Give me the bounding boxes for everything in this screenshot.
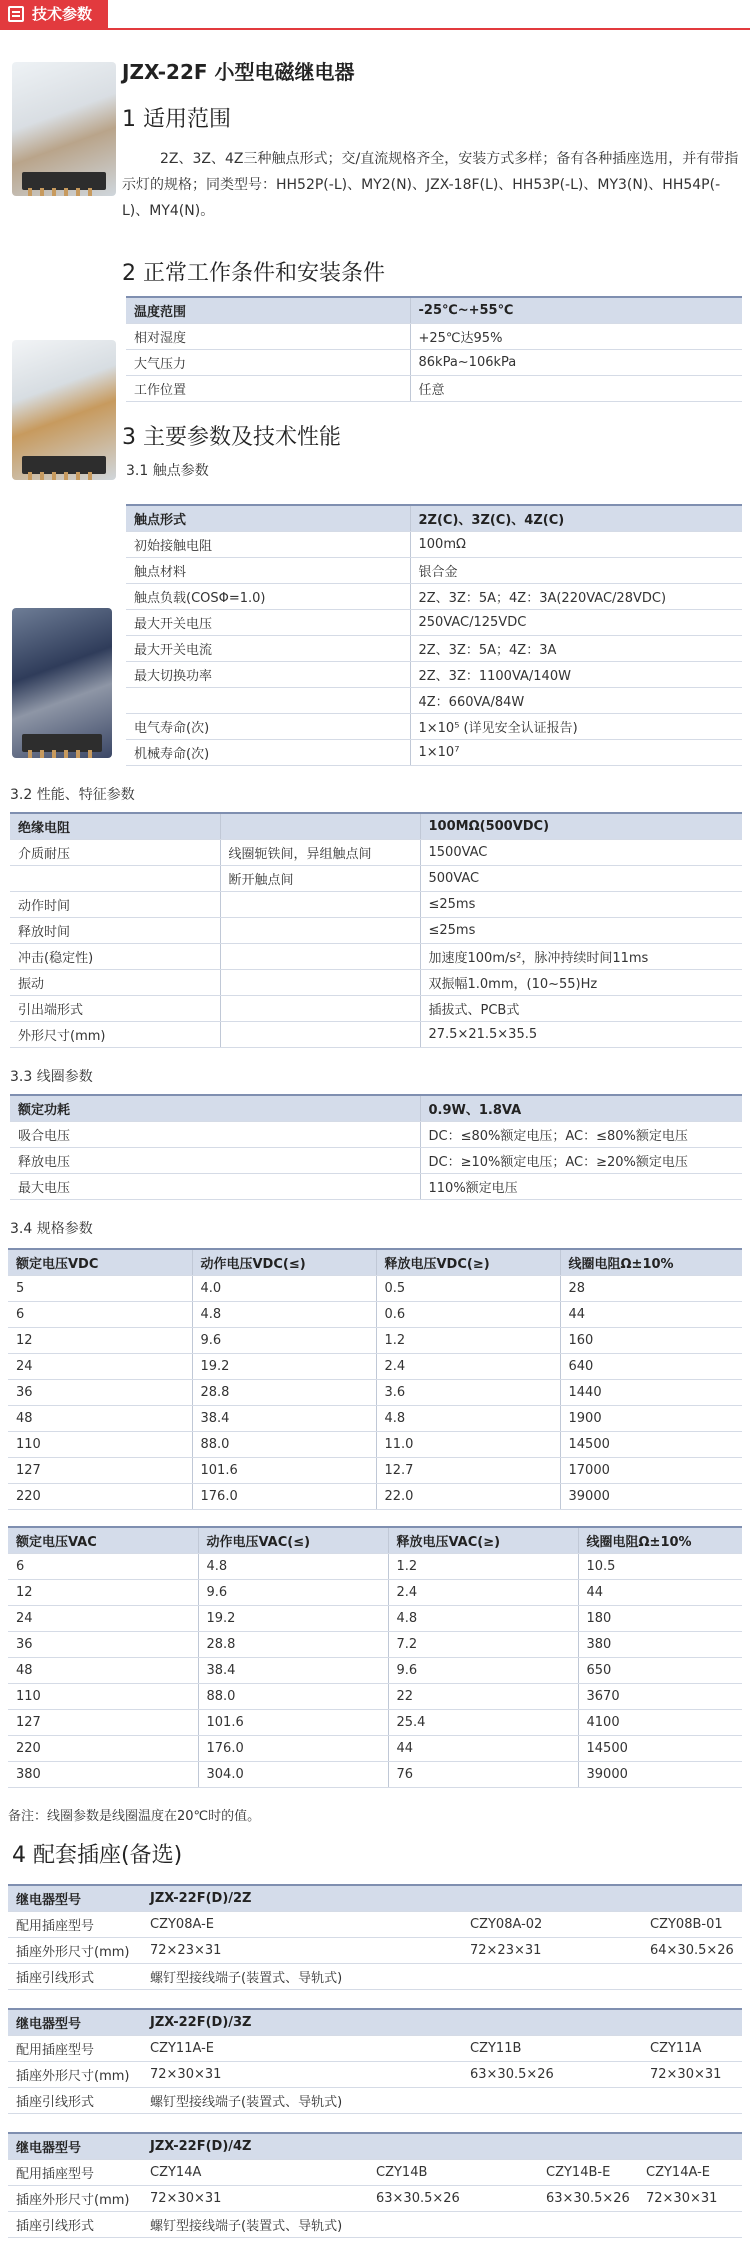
table-header-row	[126, 505, 742, 531]
table-row	[126, 531, 742, 557]
table-cell: 7.2	[388, 1631, 578, 1657]
performance-table	[10, 812, 742, 1048]
table-cell: 72×30×31	[142, 2185, 368, 2211]
table-cell: ≤25ms	[420, 917, 742, 943]
table-cell	[220, 969, 420, 995]
table-cell: 39000	[578, 1761, 742, 1787]
table-cell: 19.2	[192, 1353, 376, 1379]
table-row	[8, 1911, 742, 1937]
table-row	[126, 713, 742, 739]
relay-image-3z	[12, 340, 116, 480]
table-cell: 插座外形尺寸(mm)	[8, 1937, 142, 1963]
table-cell: 28	[560, 1275, 742, 1301]
table-cell	[638, 2211, 742, 2237]
table-row	[126, 609, 742, 635]
table-cell: 48	[8, 1405, 192, 1431]
table-cell: CZY08B-01	[642, 1911, 742, 1937]
table-cell: 外形尺寸(mm)	[10, 1021, 220, 1047]
table-cell: 380	[578, 1631, 742, 1657]
table-cell: 继电器型号	[8, 2133, 142, 2159]
table-cell: 3.6	[376, 1379, 560, 1405]
table-row	[8, 1431, 742, 1457]
table-cell: 触点材料	[126, 557, 410, 583]
table-row	[8, 2035, 742, 2061]
table-cell: 12	[8, 1579, 198, 1605]
table-header-row	[8, 1527, 742, 1553]
document-icon	[8, 6, 24, 22]
table-row	[10, 943, 742, 969]
table-cell: 配用插座型号	[8, 1911, 142, 1937]
table-cell: JZX-22F(D)/2Z	[142, 1885, 462, 1911]
table-cell: 24	[8, 1605, 198, 1631]
section-1-heading: 1 适用范围	[122, 107, 231, 132]
table-cell: 63×30.5×26	[368, 2185, 538, 2211]
table-row	[10, 865, 742, 891]
table-cell: 17000	[560, 1457, 742, 1483]
table-cell: 180	[578, 1605, 742, 1631]
table-cell: 100MΩ(500VDC)	[420, 813, 742, 839]
table-cell: 螺钉型接线端子(装置式、导轨式)	[142, 2211, 368, 2237]
table-cell	[368, 2133, 538, 2159]
table-row	[8, 1761, 742, 1787]
table-cell: 160	[560, 1327, 742, 1353]
table-cell: 2Z、3Z：1100VA/140W	[410, 661, 742, 687]
table-cell	[126, 687, 410, 713]
table-row	[8, 2087, 742, 2113]
table-row	[8, 1457, 742, 1483]
table-cell: 250VAC/125VDC	[410, 609, 742, 635]
table-row	[8, 1605, 742, 1631]
table-row	[126, 635, 742, 661]
table-row	[8, 1709, 742, 1735]
table-row	[8, 1937, 742, 1963]
table-row	[8, 1301, 742, 1327]
table-cell: 28.8	[192, 1379, 376, 1405]
table-cell: 额定电压VAC	[8, 1527, 198, 1553]
table-cell: 机械寿命(次)	[126, 739, 410, 765]
table-cell: 10.5	[578, 1553, 742, 1579]
table-cell: 最大开关电压	[126, 609, 410, 635]
table-cell: 任意	[410, 375, 742, 401]
table-cell: 2.4	[388, 1579, 578, 1605]
table-cell: 38.4	[192, 1405, 376, 1431]
section-2-heading: 2 正常工作条件和安装条件	[122, 261, 385, 286]
table-cell	[642, 1963, 742, 1989]
table-cell: CZY08A-E	[142, 1911, 462, 1937]
table-cell: CZY14A-E	[638, 2159, 742, 2185]
table-cell: 介质耐压	[10, 839, 220, 865]
table-row	[8, 1553, 742, 1579]
section-4-heading: 4 配套插座(备选)	[12, 1843, 183, 1868]
socket-3z-table	[8, 2008, 742, 2114]
table-cell: 0.9W、1.8VA	[420, 1095, 742, 1121]
table-cell: 36	[8, 1379, 192, 1405]
subsection-3-2: 3.2 性能、特征参数	[10, 787, 135, 803]
table-cell: 44	[578, 1579, 742, 1605]
table-cell: 2.4	[376, 1353, 560, 1379]
table-cell: 176.0	[192, 1483, 376, 1509]
table-row	[126, 557, 742, 583]
table-cell: 12.7	[376, 1457, 560, 1483]
table-cell	[220, 995, 420, 1021]
table-cell: 14500	[578, 1735, 742, 1761]
table-row	[8, 1963, 742, 1989]
table-cell: 86kPa~106kPa	[410, 349, 742, 375]
table-row	[10, 1147, 742, 1173]
table-row	[10, 891, 742, 917]
table-row	[126, 583, 742, 609]
table-cell: 1500VAC	[420, 839, 742, 865]
contact-params-table	[126, 504, 742, 766]
table-cell: 4.0	[192, 1275, 376, 1301]
table-cell: 4.8	[388, 1605, 578, 1631]
coil-note: 备注：线圈参数是线圈温度在20℃时的值。	[8, 1809, 261, 1824]
table-cell: DC：≤80%额定电压；AC：≤80%额定电压	[420, 1121, 742, 1147]
table-cell	[220, 917, 420, 943]
table-cell: CZY14A	[142, 2159, 368, 2185]
table-cell: 63×30.5×26	[462, 2061, 642, 2087]
table-cell: 螺钉型接线端子(装置式、导轨式)	[142, 2087, 462, 2113]
table-cell	[642, 2009, 742, 2035]
table-row	[8, 1353, 742, 1379]
table-cell: 相对湿度	[126, 323, 410, 349]
table-row	[126, 739, 742, 765]
table-cell: 释放时间	[10, 917, 220, 943]
table-cell: 88.0	[192, 1431, 376, 1457]
table-cell: CZY08A-02	[462, 1911, 642, 1937]
table-cell: 44	[560, 1301, 742, 1327]
table-header-row	[8, 1885, 742, 1911]
table-cell: 1.2	[388, 1553, 578, 1579]
table-row	[10, 1021, 742, 1047]
table-cell: 22.0	[376, 1483, 560, 1509]
table-cell: 1×10⁷	[410, 739, 742, 765]
table-cell: 220	[8, 1483, 192, 1509]
tech-params-tab[interactable]	[0, 0, 108, 28]
table-row	[10, 1173, 742, 1199]
table-cell: CZY11B	[462, 2035, 642, 2061]
table-cell: 28.8	[198, 1631, 388, 1657]
table-cell: 插座外形尺寸(mm)	[8, 2061, 142, 2087]
table-cell: 72×23×31	[462, 1937, 642, 1963]
table-row	[8, 1405, 742, 1431]
table-cell: 插座引线形式	[8, 2211, 142, 2237]
table-cell: 1900	[560, 1405, 742, 1431]
table-cell: CZY11A	[642, 2035, 742, 2061]
table-cell: 触点负载(COSΦ=1.0)	[126, 583, 410, 609]
table-cell: 动作电压VAC(≤)	[198, 1527, 388, 1553]
table-row	[8, 2159, 742, 2185]
table-cell: 12	[8, 1327, 192, 1353]
table-cell	[638, 2133, 742, 2159]
table-cell: 48	[8, 1657, 198, 1683]
table-cell: 9.6	[388, 1657, 578, 1683]
table-cell: 插座引线形式	[8, 2087, 142, 2113]
top-bar	[0, 0, 750, 30]
table-cell	[10, 865, 220, 891]
table-header-row	[10, 813, 742, 839]
table-cell: 0.5	[376, 1275, 560, 1301]
table-cell: 插座外形尺寸(mm)	[8, 2185, 142, 2211]
table-row	[126, 375, 742, 401]
table-cell: 110	[8, 1683, 198, 1709]
table-cell: 24	[8, 1353, 192, 1379]
table-cell: 304.0	[198, 1761, 388, 1787]
table-row	[8, 1275, 742, 1301]
table-cell	[538, 2133, 638, 2159]
table-cell: 650	[578, 1657, 742, 1683]
table-cell: 101.6	[192, 1457, 376, 1483]
table-header-row	[8, 2133, 742, 2159]
table-row	[10, 839, 742, 865]
table-cell	[220, 813, 420, 839]
table-cell: 38.4	[198, 1657, 388, 1683]
table-cell: 5	[8, 1275, 192, 1301]
table-cell: 引出端形式	[10, 995, 220, 1021]
table-cell: 76	[388, 1761, 578, 1787]
table-cell: 19.2	[198, 1605, 388, 1631]
table-cell: 127	[8, 1709, 198, 1735]
table-cell: 6	[8, 1301, 192, 1327]
table-row	[8, 1579, 742, 1605]
table-cell: ≤25ms	[420, 891, 742, 917]
table-cell: 4.8	[192, 1301, 376, 1327]
table-cell: 2Z(C)、3Z(C)、4Z(C)	[410, 505, 742, 531]
table-cell: CZY14B	[368, 2159, 538, 2185]
section-3-heading: 3 主要参数及技术性能	[122, 425, 341, 450]
table-cell: 额定功耗	[10, 1095, 420, 1121]
table-cell: 63×30.5×26	[538, 2185, 638, 2211]
table-cell: 44	[388, 1735, 578, 1761]
table-cell: 14500	[560, 1431, 742, 1457]
table-cell: 最大切换功率	[126, 661, 410, 687]
table-row	[126, 687, 742, 713]
table-row	[8, 1657, 742, 1683]
table-cell	[642, 2087, 742, 2113]
table-cell: 动作时间	[10, 891, 220, 917]
table-cell: 72×23×31	[142, 1937, 462, 1963]
table-cell: 继电器型号	[8, 1885, 142, 1911]
table-cell	[538, 2211, 638, 2237]
table-row	[10, 917, 742, 943]
table-cell: 1×10⁵ (详见安全认证报告)	[410, 713, 742, 739]
subsection-3-1: 3.1 触点参数	[126, 463, 209, 479]
table-row	[10, 1121, 742, 1147]
table-cell: 88.0	[198, 1683, 388, 1709]
table-cell: 插座引线形式	[8, 1963, 142, 1989]
table-cell: 100mΩ	[410, 531, 742, 557]
tab-label: 技术参数	[32, 5, 93, 23]
table-cell: 加速度100m/s²，脉冲持续时间11ms	[420, 943, 742, 969]
table-row	[8, 1631, 742, 1657]
table-header-row	[8, 2009, 742, 2035]
table-row	[8, 1327, 742, 1353]
table-cell: 断开触点间	[220, 865, 420, 891]
table-cell: 4.8	[198, 1553, 388, 1579]
subsection-3-4: 3.4 规格参数	[10, 1221, 93, 1237]
table-cell: 大气压力	[126, 349, 410, 375]
table-cell: 工作位置	[126, 375, 410, 401]
table-cell: 22	[388, 1683, 578, 1709]
table-cell: 176.0	[198, 1735, 388, 1761]
table-cell	[462, 2009, 642, 2035]
socket-2z-table	[8, 1884, 742, 1990]
table-cell: 继电器型号	[8, 2009, 142, 2035]
table-cell: 64×30.5×26	[642, 1937, 742, 1963]
table-cell: 绝缘电阻	[10, 813, 220, 839]
table-cell: 2Z、3Z：5A；4Z：3A	[410, 635, 742, 661]
table-row	[8, 1483, 742, 1509]
table-cell: 4100	[578, 1709, 742, 1735]
table-cell: 500VAC	[420, 865, 742, 891]
table-cell	[462, 2087, 642, 2113]
relay-image-4z	[12, 608, 112, 758]
table-cell: 39000	[560, 1483, 742, 1509]
table-cell: 11.0	[376, 1431, 560, 1457]
table-cell: 220	[8, 1735, 198, 1761]
table-cell: 振动	[10, 969, 220, 995]
table-cell: 4.8	[376, 1405, 560, 1431]
table-cell: 电气寿命(次)	[126, 713, 410, 739]
table-cell: 72×30×31	[642, 2061, 742, 2087]
table-cell	[220, 943, 420, 969]
table-row	[126, 323, 742, 349]
table-cell: 25.4	[388, 1709, 578, 1735]
table-cell: JZX-22F(D)/4Z	[142, 2133, 368, 2159]
table-cell	[368, 2211, 538, 2237]
table-cell: DC：≥10%额定电压；AC：≥20%额定电压	[420, 1147, 742, 1173]
table-cell: 27.5×21.5×35.5	[420, 1021, 742, 1047]
table-cell	[220, 891, 420, 917]
table-cell: 1440	[560, 1379, 742, 1405]
table-cell: 动作电压VDC(≤)	[192, 1249, 376, 1275]
ac-spec-table	[8, 1526, 742, 1788]
table-row	[8, 2185, 742, 2211]
table-cell: 127	[8, 1457, 192, 1483]
table-cell: 36	[8, 1631, 198, 1657]
section-1-text: 2Z、3Z、4Z三种触点形式；交/直流规格齐全，安装方式多样；备有各种插座选用，并有带指示灯的规格；同类型号：HH52P(-L)、MY2(N)、JZX-18F(L)、HH53P(-L)、MY3(N)、HH54P(-L)、MY4(N)。	[122, 151, 739, 219]
relay-image-2z	[12, 62, 116, 196]
table-cell: 触点形式	[126, 505, 410, 531]
table-row	[8, 1735, 742, 1761]
table-cell: 插拔式、PCB式	[420, 995, 742, 1021]
table-cell	[642, 1885, 742, 1911]
table-cell: 线圈电阻Ω±10%	[578, 1527, 742, 1553]
conditions-table	[126, 296, 742, 402]
table-cell	[462, 1963, 642, 1989]
table-cell: 冲击(稳定性)	[10, 943, 220, 969]
table-cell: 最大电压	[10, 1173, 420, 1199]
socket-4z-table	[8, 2132, 742, 2238]
table-cell: 初始接触电阻	[126, 531, 410, 557]
table-cell: 110%额定电压	[420, 1173, 742, 1199]
table-row	[10, 969, 742, 995]
table-cell: 配用插座型号	[8, 2159, 142, 2185]
table-row	[8, 1379, 742, 1405]
table-cell: -25℃~+55℃	[410, 297, 742, 323]
table-cell: 72×30×31	[142, 2061, 462, 2087]
page-title: JZX-22F 小型电磁继电器	[122, 60, 355, 84]
table-cell: 双振幅1.0mm，(10~55)Hz	[420, 969, 742, 995]
dc-spec-table	[8, 1248, 742, 1510]
table-cell: 72×30×31	[638, 2185, 742, 2211]
table-cell: 2Z、3Z：5A；4Z：3A(220VAC/28VDC)	[410, 583, 742, 609]
table-cell: 最大开关电流	[126, 635, 410, 661]
table-cell: 释放电压VDC(≥)	[376, 1249, 560, 1275]
table-cell: 9.6	[198, 1579, 388, 1605]
table-row	[10, 995, 742, 1021]
table-row	[126, 349, 742, 375]
coil-params-table	[10, 1094, 742, 1200]
table-cell: CZY14B-E	[538, 2159, 638, 2185]
table-cell: 101.6	[198, 1709, 388, 1735]
table-cell: 3670	[578, 1683, 742, 1709]
table-cell: 0.6	[376, 1301, 560, 1327]
table-header-row	[8, 1249, 742, 1275]
table-cell: 9.6	[192, 1327, 376, 1353]
table-cell: JZX-22F(D)/3Z	[142, 2009, 462, 2035]
table-cell: 额定电压VDC	[8, 1249, 192, 1275]
table-cell: 1.2	[376, 1327, 560, 1353]
table-cell: 线圈轭铁间，异组触点间	[220, 839, 420, 865]
table-cell: +25℃达95%	[410, 323, 742, 349]
table-cell: CZY11A-E	[142, 2035, 462, 2061]
table-row	[8, 1683, 742, 1709]
table-cell: 释放电压	[10, 1147, 420, 1173]
table-cell: 110	[8, 1431, 192, 1457]
table-row	[8, 2211, 742, 2237]
table-cell: 4Z：660VA/84W	[410, 687, 742, 713]
subsection-3-3: 3.3 线圈参数	[10, 1069, 93, 1085]
table-cell: 配用插座型号	[8, 2035, 142, 2061]
table-cell	[462, 1885, 642, 1911]
table-cell: 线圈电阻Ω±10%	[560, 1249, 742, 1275]
table-cell: 6	[8, 1553, 198, 1579]
table-cell: 吸合电压	[10, 1121, 420, 1147]
table-cell	[220, 1021, 420, 1047]
table-cell: 释放电压VAC(≥)	[388, 1527, 578, 1553]
table-cell: 螺钉型接线端子(装置式、导轨式)	[142, 1963, 462, 1989]
table-header-row	[126, 297, 742, 323]
top-divider	[0, 28, 750, 30]
table-row	[8, 2061, 742, 2087]
table-cell: 380	[8, 1761, 198, 1787]
table-header-row	[10, 1095, 742, 1121]
table-row	[126, 661, 742, 687]
table-cell: 温度范围	[126, 297, 410, 323]
table-cell: 银合金	[410, 557, 742, 583]
table-cell: 640	[560, 1353, 742, 1379]
